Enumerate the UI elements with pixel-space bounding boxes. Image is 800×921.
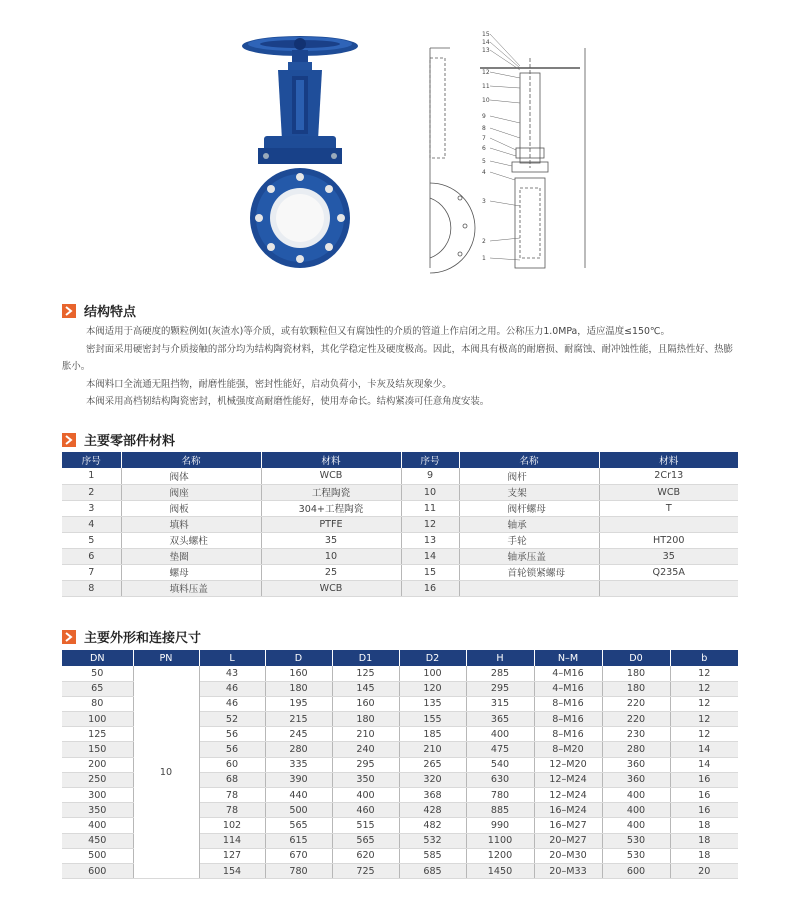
table-cell: 支架 — [459, 484, 599, 500]
table-cell: 335 — [265, 757, 332, 772]
table-cell: 1200 — [466, 848, 534, 863]
table-cell: 8 — [62, 580, 121, 596]
table-cell: 12–M20 — [534, 757, 602, 772]
table-cell: 102 — [199, 818, 265, 833]
table-cell: 13 — [401, 532, 459, 548]
table-cell: 65 — [62, 681, 133, 696]
parts-heading — [62, 430, 175, 449]
table-cell: 780 — [466, 788, 534, 803]
table-cell: 125 — [332, 666, 399, 681]
table-cell: 160 — [265, 666, 332, 681]
table-cell: 630 — [466, 772, 534, 787]
table-cell: 12 — [670, 696, 738, 711]
table-cell: 600 — [62, 863, 133, 878]
table-cell: 20 — [670, 863, 738, 878]
table-cell: 18 — [670, 818, 738, 833]
table-cell: 16–M24 — [534, 803, 602, 818]
table-cell: 565 — [332, 833, 399, 848]
table-cell: 120 — [399, 681, 466, 696]
drawing-label: 5 — [482, 158, 486, 165]
table-cell: 600 — [602, 863, 670, 878]
table-cell: 11 — [401, 500, 459, 516]
table-cell: 250 — [62, 772, 133, 787]
drawing-label: 7 — [482, 135, 486, 142]
table-cell: 20–M33 — [534, 863, 602, 878]
table-cell: 43 — [199, 666, 265, 681]
table-cell: 56 — [199, 742, 265, 757]
table-cell: 532 — [399, 833, 466, 848]
table-row — [62, 564, 738, 580]
table-cell: 155 — [399, 712, 466, 727]
table-cell: 885 — [466, 803, 534, 818]
column-header: 材料 — [599, 452, 738, 468]
chevron-right-icon — [62, 433, 76, 447]
column-header: H — [466, 650, 534, 666]
table-cell — [599, 516, 738, 532]
table-cell: 25 — [261, 564, 401, 580]
chevron-right-icon — [62, 630, 76, 644]
table-cell: 4 — [62, 516, 121, 532]
table-cell: 1100 — [466, 833, 534, 848]
table-cell: 10 — [261, 548, 401, 564]
table-cell: WCB — [261, 468, 401, 484]
column-header: b — [670, 650, 738, 666]
table-cell: 185 — [399, 727, 466, 742]
table-cell: 20–M27 — [534, 833, 602, 848]
drawing-label: 6 — [482, 145, 486, 152]
table-cell: 400 — [602, 803, 670, 818]
table-cell: 垫圈 — [121, 548, 261, 564]
table-cell — [599, 580, 738, 596]
features-text — [62, 323, 742, 411]
column-header: 材料 — [261, 452, 401, 468]
table-cell: 460 — [332, 803, 399, 818]
table-cell: 475 — [466, 742, 534, 757]
table-cell: 16 — [670, 772, 738, 787]
table-cell: 15 — [401, 564, 459, 580]
feature-paragraph: 密封面采用硬密封与介质接触的部分均为结构陶瓷材料，其化学稳定性及硬度极高。因此，本阀具有极高的耐磨损、耐腐蚀、耐冲蚀性能，且隔热性好、热膨胀小。 — [62, 343, 733, 372]
chevron-right-icon — [62, 304, 76, 318]
table-cell: 300 — [62, 788, 133, 803]
table-cell: 295 — [332, 757, 399, 772]
table-cell: 35 — [261, 532, 401, 548]
table-cell: 2Cr13 — [599, 468, 738, 484]
table-cell: 4–M16 — [534, 681, 602, 696]
column-header: D0 — [602, 650, 670, 666]
table-cell: 180 — [602, 666, 670, 681]
table-cell: 500 — [62, 848, 133, 863]
column-header: L — [199, 650, 265, 666]
table-cell: 首轮锁紧螺母 — [459, 564, 599, 580]
table-cell: 35 — [599, 548, 738, 564]
table-cell: 78 — [199, 788, 265, 803]
table-cell: 螺母 — [121, 564, 261, 580]
table-cell: PTFE — [261, 516, 401, 532]
table-cell: 240 — [332, 742, 399, 757]
table-cell: 16–M27 — [534, 818, 602, 833]
drawing-label: 15 — [482, 31, 490, 38]
table-cell: 80 — [62, 696, 133, 711]
column-header: 序号 — [401, 452, 459, 468]
table-cell: 68 — [199, 772, 265, 787]
table-cell: 350 — [62, 803, 133, 818]
table-cell: 阀杆 — [459, 468, 599, 484]
table-cell: 9 — [401, 468, 459, 484]
table-cell: 8–M16 — [534, 712, 602, 727]
table-cell: 16 — [670, 803, 738, 818]
table-cell: 135 — [399, 696, 466, 711]
table-cell: 304+工程陶瓷 — [261, 500, 401, 516]
table-cell: 1 — [62, 468, 121, 484]
table-cell: 390 — [265, 772, 332, 787]
table-cell: 125 — [62, 727, 133, 742]
table-cell: 210 — [399, 742, 466, 757]
table-cell: 7 — [62, 564, 121, 580]
column-header: DN — [62, 650, 133, 666]
table-cell: 100 — [62, 712, 133, 727]
table-cell: 280 — [602, 742, 670, 757]
table-cell: 12–M24 — [534, 788, 602, 803]
table-cell: 56 — [199, 727, 265, 742]
column-header: N–M — [534, 650, 602, 666]
table-row — [62, 580, 738, 596]
table-cell: 530 — [602, 833, 670, 848]
table-cell: 8–M16 — [534, 727, 602, 742]
table-cell: 540 — [466, 757, 534, 772]
column-header: D — [265, 650, 332, 666]
dimensions-table — [62, 650, 738, 879]
table-cell: 482 — [399, 818, 466, 833]
table-cell: 6 — [62, 548, 121, 564]
table-cell: 12 — [670, 681, 738, 696]
drawing-label: 14 — [482, 39, 490, 46]
table-cell: 400 — [332, 788, 399, 803]
table-cell: 双头螺柱 — [121, 532, 261, 548]
table-cell: 12–M24 — [534, 772, 602, 787]
valve-product-image — [230, 30, 370, 275]
table-cell: 工程陶瓷 — [261, 484, 401, 500]
table-cell: 145 — [332, 681, 399, 696]
drawing-label: 11 — [482, 83, 490, 90]
table-cell: 127 — [199, 848, 265, 863]
table-cell: 50 — [62, 666, 133, 681]
table-cell: 320 — [399, 772, 466, 787]
table-row — [62, 468, 738, 484]
table-cell: 285 — [466, 666, 534, 681]
table-cell: 154 — [199, 863, 265, 878]
table-cell: 725 — [332, 863, 399, 878]
table-cell: 265 — [399, 757, 466, 772]
table-cell: HT200 — [599, 532, 738, 548]
table-cell: 615 — [265, 833, 332, 848]
table-cell: 245 — [265, 727, 332, 742]
column-header: PN — [133, 650, 199, 666]
table-cell: 阀板 — [121, 500, 261, 516]
drawing-label: 10 — [482, 97, 490, 104]
table-cell: 12 — [401, 516, 459, 532]
table-cell: WCB — [599, 484, 738, 500]
table-cell: 手轮 — [459, 532, 599, 548]
table-cell: 360 — [602, 772, 670, 787]
column-header: 名称 — [459, 452, 599, 468]
table-cell: 400 — [602, 788, 670, 803]
table-cell: 565 — [265, 818, 332, 833]
table-row — [62, 484, 738, 500]
table-cell: 8–M20 — [534, 742, 602, 757]
table-cell: 8–M16 — [534, 696, 602, 711]
feature-paragraph: 本阀料口全流通无阻挡物，耐磨性能强，密封性能好，启动负荷小，卡灰及结灰现象少。 — [86, 378, 452, 390]
column-header: D2 — [399, 650, 466, 666]
drawing-label: 2 — [482, 238, 486, 245]
table-cell: 20–M30 — [534, 848, 602, 863]
table-cell: 46 — [199, 681, 265, 696]
table-row — [62, 666, 738, 681]
table-cell: 585 — [399, 848, 466, 863]
table-cell: 315 — [466, 696, 534, 711]
pn-cell: 10 — [133, 666, 199, 879]
table-cell: 350 — [332, 772, 399, 787]
table-cell: 195 — [265, 696, 332, 711]
table-cell: 180 — [332, 712, 399, 727]
table-cell: 14 — [670, 757, 738, 772]
table-cell: 150 — [62, 742, 133, 757]
table-cell: 10 — [401, 484, 459, 500]
feature-paragraph: 本阀适用于高硬度的颗粒例如(灰渣水)等介质，或有软颗粒但又有腐蚀性的介质的管道上作启闭之用。公称压力1.0MPa，适应温度≤150℃。 — [86, 326, 670, 337]
features-heading — [62, 301, 136, 320]
table-cell: Q235A — [599, 564, 738, 580]
table-cell: 620 — [332, 848, 399, 863]
table-cell: 阀座 — [121, 484, 261, 500]
drawing-label: 4 — [482, 169, 486, 176]
table-cell: 530 — [602, 848, 670, 863]
table-cell: 1450 — [466, 863, 534, 878]
table-cell: 46 — [199, 696, 265, 711]
table-cell: 轴承 — [459, 516, 599, 532]
table-cell: WCB — [261, 580, 401, 596]
table-cell: 12 — [670, 727, 738, 742]
table-header-row — [62, 452, 738, 468]
drawing-label: 3 — [482, 198, 486, 205]
drawing-label: 1 — [482, 255, 486, 262]
table-cell: 阀体 — [121, 468, 261, 484]
features-title: 结构特点 — [84, 305, 137, 320]
table-cell: 3 — [62, 500, 121, 516]
table-cell: 18 — [670, 848, 738, 863]
table-cell: 12 — [670, 666, 738, 681]
dims-title: 主要外形和连接尺寸 — [84, 631, 202, 646]
table-cell: 轴承压盖 — [459, 548, 599, 564]
table-cell: 阀杆螺母 — [459, 500, 599, 516]
table-cell: 400 — [62, 818, 133, 833]
table-cell: 450 — [62, 833, 133, 848]
table-cell: 428 — [399, 803, 466, 818]
feature-paragraph: 本阀采用高档韧结构陶瓷密封，机械强度高耐磨性能好，使用寿命长。结构紧凑可任意角度安装。 — [86, 396, 490, 407]
table-cell: 365 — [466, 712, 534, 727]
table-cell: 填料压盖 — [121, 580, 261, 596]
table-cell: 填料 — [121, 516, 261, 532]
table-row — [62, 532, 738, 548]
drawing-label: 9 — [482, 113, 486, 120]
table-cell: 78 — [199, 803, 265, 818]
table-cell: 215 — [265, 712, 332, 727]
table-cell: 780 — [265, 863, 332, 878]
table-row — [62, 516, 738, 532]
table-cell: 4–M16 — [534, 666, 602, 681]
table-cell: 670 — [265, 848, 332, 863]
table-cell: 515 — [332, 818, 399, 833]
parts-title: 主要零部件材料 — [84, 434, 176, 449]
table-cell: 16 — [401, 580, 459, 596]
column-header: 序号 — [62, 452, 121, 468]
table-cell: 500 — [265, 803, 332, 818]
table-cell: 210 — [332, 727, 399, 742]
table-cell: 440 — [265, 788, 332, 803]
table-cell: 60 — [199, 757, 265, 772]
table-cell: 114 — [199, 833, 265, 848]
table-cell: 220 — [602, 712, 670, 727]
table-cell: 160 — [332, 696, 399, 711]
valve-technical-drawing — [420, 28, 600, 278]
table-cell: 220 — [602, 696, 670, 711]
table-row — [62, 548, 738, 564]
table-cell: 200 — [62, 757, 133, 772]
table-cell: 180 — [602, 681, 670, 696]
table-cell: 52 — [199, 712, 265, 727]
table-cell: 295 — [466, 681, 534, 696]
table-cell: 400 — [466, 727, 534, 742]
drawing-label: 8 — [482, 125, 486, 132]
table-cell: 12 — [670, 712, 738, 727]
parts-table — [62, 452, 738, 597]
dims-heading — [62, 627, 201, 646]
table-cell: 230 — [602, 727, 670, 742]
drawing-label: 13 — [482, 47, 490, 54]
table-cell: 2 — [62, 484, 121, 500]
table-cell: 14 — [670, 742, 738, 757]
table-cell: 400 — [602, 818, 670, 833]
table-cell: T — [599, 500, 738, 516]
table-cell: 360 — [602, 757, 670, 772]
table-cell: 368 — [399, 788, 466, 803]
table-cell: 16 — [670, 788, 738, 803]
table-cell: 685 — [399, 863, 466, 878]
table-cell: 280 — [265, 742, 332, 757]
table-cell: 14 — [401, 548, 459, 564]
column-header: 名称 — [121, 452, 261, 468]
table-cell: 5 — [62, 532, 121, 548]
drawing-label: 12 — [482, 69, 490, 76]
table-cell: 18 — [670, 833, 738, 848]
table-cell — [459, 580, 599, 596]
table-cell: 180 — [265, 681, 332, 696]
table-cell: 100 — [399, 666, 466, 681]
column-header: D1 — [332, 650, 399, 666]
table-cell: 990 — [466, 818, 534, 833]
table-header-row — [62, 650, 738, 666]
table-row — [62, 500, 738, 516]
